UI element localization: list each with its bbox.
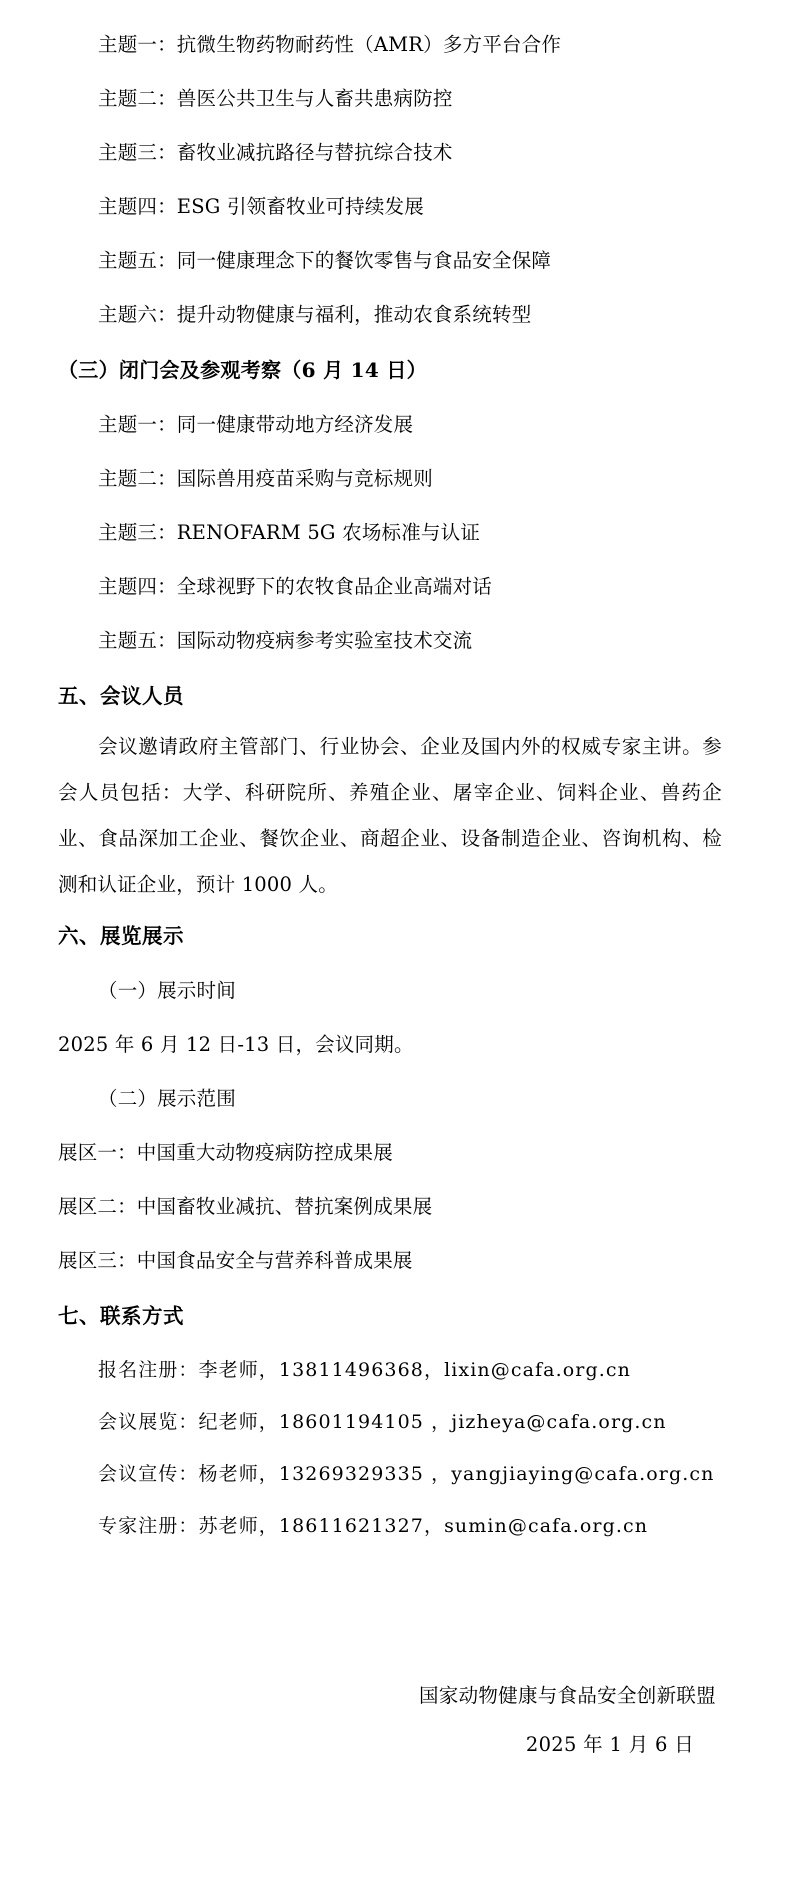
list-item: 主题三：畜牧业减抗路径与替抗综合技术 <box>98 141 453 164</box>
section-six-heading: 六、展览展示 <box>58 924 184 948</box>
signature-date: 2025 年 1 月 6 日 <box>525 1733 694 1756</box>
list-item: 主题四：全球视野下的农牧食品企业高端对话 <box>98 575 493 598</box>
list-item: 主题五：国际动物疫病参考实验室技术交流 <box>98 629 473 652</box>
contact-publicity: 会议宣传：杨老师，13269329335 ，yangjiaying@cafa.org.cn <box>98 1463 715 1485</box>
contact-registration: 报名注册：李老师，13811496368，lixin@cafa.org.cn <box>98 1359 631 1381</box>
exhibition-time-text: 2025 年 6 月 12 日-13 日，会议同期。 <box>58 1033 414 1056</box>
exhibition-scope-title: （二）展示范围 <box>98 1087 236 1110</box>
list-item: 展区三：中国食品安全与营养科普成果展 <box>58 1249 413 1272</box>
list-item: 主题一：抗微生物药物耐药性（AMR）多方平台合作 <box>98 33 562 56</box>
contact-exhibition: 会议展览：纪老师，18601194105 ，jizheya@cafa.org.cn <box>98 1411 667 1433</box>
section-five-paragraph: 会议邀请政府主管部门、行业协会、企业及国内外的权威专家主讲。参会人员包括：大学、科研院所、养殖企业、屠宰企业、饲料企业、兽药企业、食品深加工企业、餐饮企业、商超企业、设备制造企业、咨询机构、检测和认证企业，预计 1000 人。 <box>58 735 722 896</box>
bottom-spacer <box>58 1552 722 1670</box>
section-seven-heading: 七、联系方式 <box>58 1304 184 1328</box>
signature-organization: 国家动物健康与食品安全创新联盟 <box>418 1684 716 1707</box>
contact-expert: 专家注册：苏老师，18611621327，sumin@cafa.org.cn <box>98 1515 649 1537</box>
session2-topic-list <box>58 18 722 342</box>
list-item: 主题三：RENOFARM 5G 农场标准与认证 <box>98 521 481 544</box>
list-item: 主题一：同一健康带动地方经济发展 <box>98 413 414 436</box>
list-item: 主题二：兽医公共卫生与人畜共患病防控 <box>98 87 453 110</box>
list-item: 主题六：提升动物健康与福利，推动农食系统转型 <box>98 303 532 326</box>
list-item: 主题四：ESG 引领畜牧业可持续发展 <box>98 195 424 218</box>
list-item: 展区二：中国畜牧业减抗、替抗案例成果展 <box>58 1195 433 1218</box>
section-three-heading: （三）闭门会及参观考察（6 月 14 日） <box>58 358 427 382</box>
list-item: 主题二：国际兽用疫苗采购与竞标规则 <box>98 467 433 490</box>
exhibition-time-title: （一）展示时间 <box>98 979 236 1002</box>
section-five-heading: 五、会议人员 <box>58 684 184 708</box>
session3-topic-list <box>58 398 722 668</box>
list-item: 主题五：同一健康理念下的餐饮零售与食品安全保障 <box>98 249 552 272</box>
list-item: 展区一：中国重大动物疫病防控成果展 <box>58 1141 393 1164</box>
